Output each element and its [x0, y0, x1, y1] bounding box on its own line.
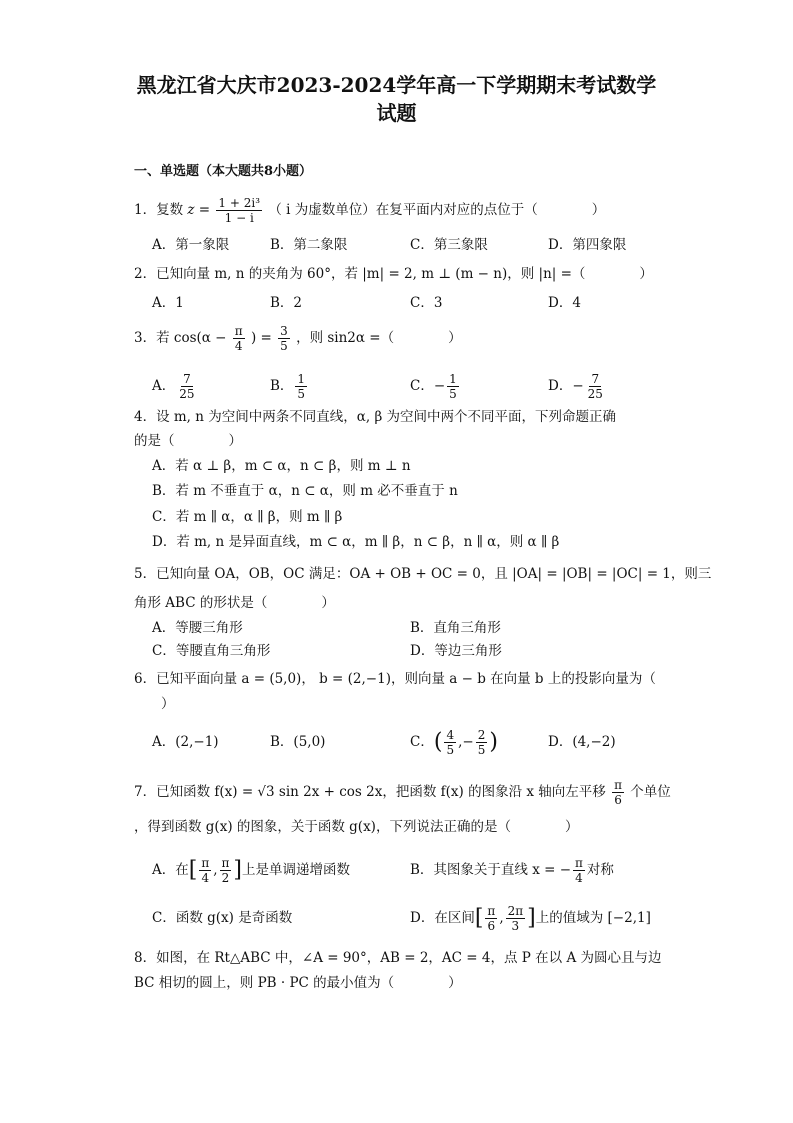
section-heading: 一、单选题（本大题共8小题） — [134, 164, 313, 179]
q7-b-den: 4 — [575, 871, 583, 885]
q1-option-a: A．第一象限 — [152, 237, 230, 253]
q1-stem-suffix: （ i 为虚数单位）在复平面内对应的点位于（ ） — [268, 202, 606, 218]
q5-option-d: D．等边三角形 — [410, 643, 502, 659]
q6-option-d-text: (4,−2) — [572, 734, 616, 750]
q6-c-d2: 5 — [477, 743, 486, 757]
q3-option-c — [410, 372, 461, 401]
question-5-stem-line2: 角形 ABC 的形状是（ ） — [134, 595, 335, 611]
q3-option-d-num: 7 — [591, 372, 600, 386]
q3-option-c-den: 5 — [449, 387, 457, 401]
q1-option-d: D．第四象限 — [548, 237, 627, 253]
q7-d-n1: π — [487, 904, 496, 918]
q4-option-b: B．若 m 不垂直于 α，n ⊂ α，则 m 必不垂直于 n — [152, 483, 458, 499]
q3-stem-mid: ) = — [250, 330, 272, 346]
q6-option-c-close: ) — [489, 729, 498, 755]
q1-fraction — [216, 196, 262, 225]
q3-option-d-sign: − — [572, 378, 584, 394]
q7-option-a-prefix: A．在 — [152, 862, 189, 878]
q2-option-d: D．4 — [548, 295, 581, 311]
q7-b-num: π — [575, 856, 583, 870]
q3-option-a-frac — [177, 372, 196, 401]
q7-option-d-rbracket: ] — [527, 905, 536, 931]
q6-option-d — [548, 732, 616, 752]
q7-stem-prefix: 7．已知函数 f(x) = √3 sin 2x + cos 2x，把函数 f(x) 的图象沿 x 轴向左平移 — [134, 784, 606, 800]
q3-option-b-num: 1 — [297, 372, 306, 386]
q7-option-d-lbracket: [ — [474, 905, 484, 931]
question-1-stem — [134, 196, 605, 225]
q7-shift-den: 6 — [614, 793, 622, 807]
q6-option-c-frac2 — [476, 728, 488, 757]
q7-shift-num: π — [614, 778, 622, 792]
q1-option-b: B．第二象限 — [270, 237, 348, 253]
question-7-stem-line2: ，得到函数 g(x) 的图象，关于函数 g(x)，下列说法正确的是（ ） — [134, 819, 579, 835]
q3-stem-prefix: 3．若 cos(α − — [134, 330, 227, 346]
question-4-stem-line2: 的是（ ） — [134, 433, 242, 449]
q6-option-b-text: (5,0) — [293, 734, 326, 750]
q1-option-c: C．第三象限 — [410, 237, 488, 253]
q7-option-b — [410, 856, 614, 885]
q4-option-d: D．若 m, n 是异面直线，m ⊂ α，m ∥ β，n ⊂ β，n ∥ α，则 α ∥ β — [152, 534, 560, 550]
q3-fraction-2 — [278, 324, 290, 353]
q3-option-a-label: A． — [152, 378, 176, 394]
q7-option-a-lbracket: [ — [188, 857, 198, 883]
q7-option-b-suffix: 对称 — [586, 862, 614, 878]
q7-option-c: C．函数 g(x) 是奇函数 — [152, 910, 293, 926]
q3-option-a — [152, 372, 199, 401]
question-3-stem — [134, 324, 462, 353]
q4-option-c: C．若 m ∥ α，α ∥ β，则 m ∥ β — [152, 509, 343, 525]
q3-stem-suffix: ，则 sin2α =（ ） — [296, 330, 462, 346]
q3-option-a-den: 25 — [179, 387, 195, 401]
q6-option-a — [152, 732, 219, 752]
question-4-stem-line1: 4．设 m, n 为空间中两条不同直线，α, β 为空间中两个不同平面，下列命题正确 — [134, 409, 617, 425]
q5-option-c: C．等腰直角三角形 — [152, 643, 271, 659]
q7-shift-fraction — [612, 778, 624, 807]
q2-option-a: A．1 — [152, 295, 184, 311]
q6-option-c-open: ( — [433, 729, 443, 755]
question-6-stem-line2: ） — [134, 696, 175, 712]
question-5-stem-line1: 5．已知向量 OA，OB，OC 满足：OA + OB + OC = 0，且 |OA| = |OB| = |OC| = 1，则三 — [134, 566, 712, 582]
q7-a-n1: π — [201, 856, 210, 870]
q6-c-n1: 4 — [446, 728, 455, 742]
q3-option-c-frac — [447, 372, 459, 401]
q3-option-b-frac — [295, 372, 307, 401]
q6-option-c — [410, 728, 498, 757]
q6-option-d-label: D． — [548, 734, 573, 750]
q3-option-b-label: B． — [270, 378, 294, 394]
q3-option-d-den: 25 — [587, 387, 603, 401]
q3-frac2-den: 5 — [280, 339, 288, 353]
q7-a-d2: 2 — [221, 871, 230, 885]
q3-option-c-sign: − — [433, 378, 446, 394]
q7-option-a-frac1 — [199, 856, 211, 885]
q7-d-d2: 3 — [511, 919, 520, 933]
question-8-stem-line1: 8．如图，在 Rt△ABC 中，∠A = 90°，AB = 2，AC = 4，点 P 在以 A 为圆心且与边 — [134, 950, 662, 966]
q7-option-a-rbracket: ] — [233, 857, 243, 883]
q3-option-d-frac — [586, 372, 605, 401]
q6-option-c-mid: ,− — [458, 734, 474, 750]
q6-c-n2: 2 — [477, 728, 486, 742]
q6-option-b — [270, 732, 325, 752]
q2-option-c: C．3 — [410, 295, 443, 311]
q1-frac-num: 1 + 2i³ — [218, 196, 261, 210]
q7-stem-suffix: 个单位 — [630, 784, 671, 800]
q7-option-a-frac2 — [220, 856, 232, 885]
q6-c-d1: 5 — [446, 743, 455, 757]
q1-frac-den: 1 − i — [224, 211, 254, 225]
q3-frac1-num: π — [234, 324, 243, 338]
q3-option-a-num: 7 — [183, 372, 191, 386]
q6-option-a-text: (2,−1) — [175, 734, 219, 750]
q3-option-c-num: 1 — [449, 372, 457, 386]
question-8-stem-line2: BC 相切的圆上，则 PB · PC 的最小值为（ ） — [134, 975, 462, 991]
q7-option-a: A．在[ $\frac{\pi}{4}$ , $\frac{\pi}{2}$ ]上是单调递增函数 — [152, 856, 351, 885]
q7-option-d-frac1 — [485, 904, 497, 933]
q7-d-n2: 2π — [507, 904, 524, 918]
q3-frac2-num: 3 — [280, 324, 288, 338]
q3-frac1-den: 4 — [234, 339, 243, 353]
q7-option-b-frac — [573, 856, 585, 885]
q7-option-b-prefix: B．其图象关于直线 x = − — [410, 862, 572, 878]
q6-option-c-frac1 — [444, 728, 456, 757]
q7-option-d-suffix: 上的值域为 [−2,1] — [535, 910, 651, 926]
q5-option-a: A．等腰三角形 — [152, 620, 243, 636]
q3-option-b — [270, 372, 309, 401]
q7-a-n2: π — [221, 856, 230, 870]
q6-option-b-label: B． — [270, 734, 294, 750]
q3-option-c-label: C． — [410, 378, 434, 394]
question-6-stem-line1: 6．已知平面向量 a = (5,0)， b = (2,−1)，则向量 a − b 在向量 b 上的投影向量为（ — [134, 671, 656, 687]
q7-d-d1: 6 — [487, 919, 496, 933]
q7-option-d-prefix: D．在区间 — [410, 910, 475, 926]
q6-option-c-label: C． — [410, 734, 434, 750]
exam-title-line1: 黑龙江省大庆市2023-2024学年高一下学期期末考试数学 — [136, 73, 657, 97]
exam-title-line2: 试题 — [376, 101, 417, 125]
q3-fraction-1 — [233, 324, 245, 353]
q3-option-b-den: 5 — [297, 387, 306, 401]
q3-option-d-label: D． — [548, 378, 573, 394]
q1-z-eq: z = — [187, 202, 211, 218]
q7-a-d1: 4 — [201, 871, 210, 885]
q4-option-a: A．若 α ⊥ β，m ⊂ α，n ⊂ β，则 m ⊥ n — [152, 458, 411, 474]
q7-option-a-suffix: 上是单调递增函数 — [242, 862, 351, 878]
q6-option-a-label: A． — [152, 734, 176, 750]
q7-option-d: D．在区间[ $\frac{\pi}{6}$ , $\frac{2\pi}{3}$ ]上的值域为 [−2,1] — [410, 904, 651, 933]
question-7-stem-line1 — [134, 778, 671, 807]
q1-stem-prefix: 1．复数 — [134, 202, 184, 218]
q5-option-b: B．直角三角形 — [410, 620, 501, 636]
q7-option-d-frac2 — [506, 904, 526, 933]
q2-option-b: B．2 — [270, 295, 303, 311]
question-2-stem: 2．已知向量 m, n 的夹角为 60°，若 |m| = 2, m ⊥ (m − n)，则 |n| =（ ） — [134, 266, 653, 282]
q3-option-d — [548, 372, 607, 401]
